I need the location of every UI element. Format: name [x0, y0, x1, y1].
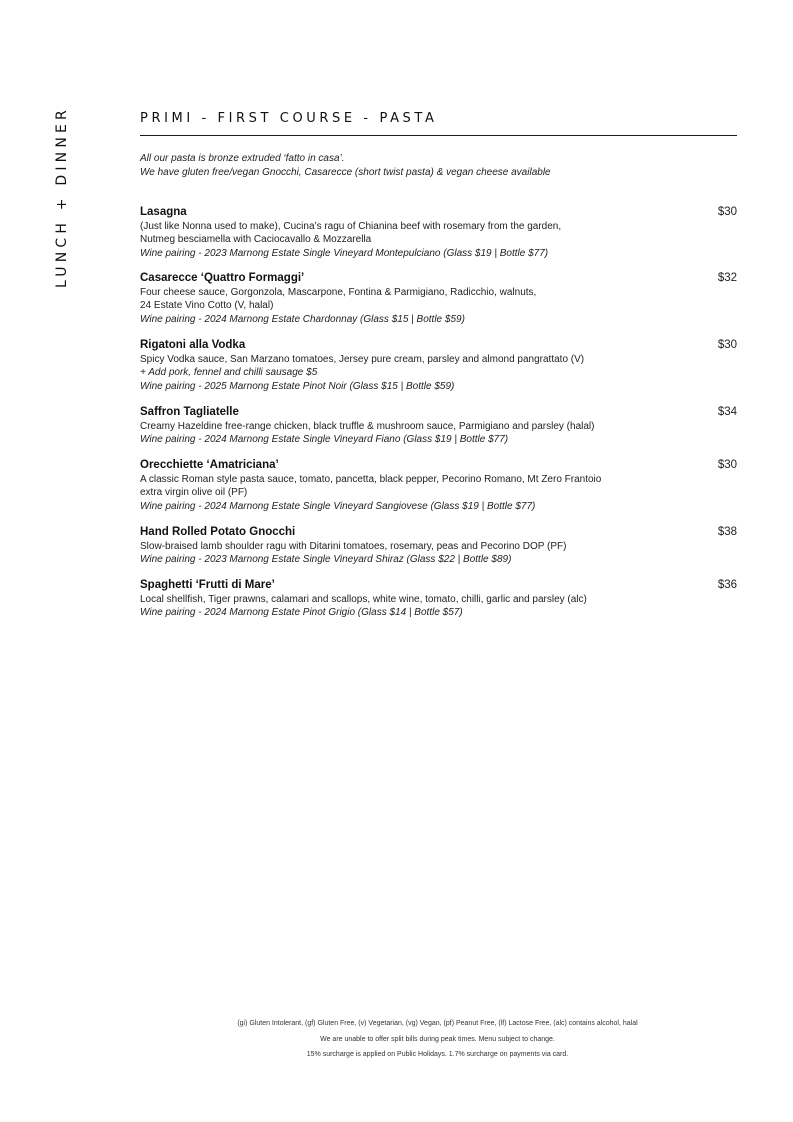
dish-rigatoni — [140, 338, 737, 393]
dish-description: (Just like Nonna used to make), Cucina’s ragu of Chianina beef with rosemary from the garden, — [140, 221, 562, 232]
wine-pairing: Wine pairing - 2023 Marnong Estate Single Vineyard Shiraz (Glass $22 | Bottle $89) — [140, 554, 512, 566]
dish-name: Rigatoni alla Vodka — [140, 339, 246, 351]
dish-lasagna — [140, 205, 737, 260]
dish-name: Spaghetti ‘Frutti di Mare’ — [140, 579, 275, 591]
dish-price: $30 — [717, 459, 737, 471]
intro-notes — [140, 152, 551, 180]
dish-description: extra virgin olive oil (PF) — [140, 487, 248, 499]
dish-name: Orecchiette ‘Amatriciana’ — [140, 459, 279, 471]
dish-description: Slow-braised lamb shoulder ragu with Ditarini tomatoes, rosemary, peas and Pecorino DOP (PF) — [140, 541, 567, 552]
section-title: PRIMI - FIRST COURSE - PASTA — [140, 111, 438, 126]
dish-price: $36 — [717, 579, 737, 591]
dish-price: $32 — [717, 272, 737, 284]
wine-pairing: Wine pairing - 2024 Marnong Estate Chardonnay (Glass $15 | Bottle $59) — [140, 313, 465, 325]
wine-pairing: Wine pairing - 2024 Marnong Estate Single Vineyard Fiano (Glass $19 | Bottle $77) — [140, 434, 509, 446]
dish-orecchiette — [140, 458, 737, 513]
dish-description: Local shellfish, Tiger prawns, calamari and scallops, white wine, tomato, chilli, garlic and parsley (alc) — [140, 594, 587, 605]
dish-name: Lasagna — [140, 206, 187, 218]
footer-split-bills: We are unable to offer split bills during peak times. Menu subject to change. — [320, 1035, 555, 1043]
dish-spaghetti — [140, 578, 737, 620]
dish-price: $38 — [717, 526, 737, 538]
dish-name: Saffron Tagliatelle — [140, 406, 239, 418]
side-label: LUNCH + DINNER — [54, 106, 70, 288]
wine-pairing: Wine pairing - 2024 Marnong Estate Pinot Grigio (Glass $14 | Bottle $57) — [140, 607, 463, 619]
title-divider — [140, 135, 737, 136]
wine-pairing: Wine pairing - 2023 Marnong Estate Single Vineyard Montepulciano (Glass $19 | Bottle $77) — [140, 247, 549, 259]
dish-saffron-tagliatelle — [140, 405, 737, 447]
wine-pairing: Wine pairing - 2024 Marnong Estate Single Vineyard Sangiovese (Glass $19 | Bottle $77) — [140, 500, 536, 512]
dish-casarecce — [140, 271, 737, 326]
footer-notes — [0, 1016, 793, 1063]
dish-addon: + Add pork, fennel and chilli sausage $5 — [140, 367, 318, 379]
wine-pairing: Wine pairing - 2025 Marnong Estate Pinot Noir (Glass $15 | Bottle $59) — [140, 380, 455, 392]
dish-price: $34 — [717, 406, 737, 418]
footer-dietary-key: (gi) Gluten Intolerant, (gf) Gluten Free, (v) Vegetarian, (vg) Vegan, (pf) Peanut Free, (lf) Lactose Free, (alc) contains alcohol, halal — [237, 1020, 638, 1027]
dish-description: 24 Estate Vino Cotto (V, halal) — [140, 300, 274, 312]
dish-name: Casarecce ‘Quattro Formaggi’ — [140, 272, 305, 284]
dish-description: Four cheese sauce, Gorgonzola, Mascarpone, Fontina & Parmigiano, Radicchio, walnuts, — [140, 287, 537, 298]
dish-price: $30 — [717, 339, 737, 351]
intro-line: We have gluten free/vegan Gnocchi, Casarecce (short twist pasta) & vegan cheese available — [140, 167, 551, 178]
dish-gnocchi — [140, 525, 737, 567]
dish-description: Creamy Hazeldine free-range chicken, black truffle & mushroom sauce, Parmigiano and parsley (halal) — [140, 421, 595, 432]
dish-name: Hand Rolled Potato Gnocchi — [140, 526, 296, 538]
dish-description: Nutmeg besciamella with Caciocavallo & Mozzarella — [140, 234, 372, 246]
footer-surcharge: 15% surcharge is applied on Public Holidays. 1.7% surcharge on payments via card. — [306, 1051, 569, 1058]
dish-description: Spicy Vodka sauce, San Marzano tomatoes, Jersey pure cream, parsley and almond pangrattato (V) — [140, 354, 585, 365]
dish-description: A classic Roman style pasta sauce, tomato, pancetta, black pepper, Pecorino Romano, Mt Zero Frantoio — [140, 474, 602, 485]
dish-price: $30 — [717, 206, 737, 218]
intro-line: All our pasta is bronze extruded ‘fatto in casa’. — [140, 153, 345, 164]
